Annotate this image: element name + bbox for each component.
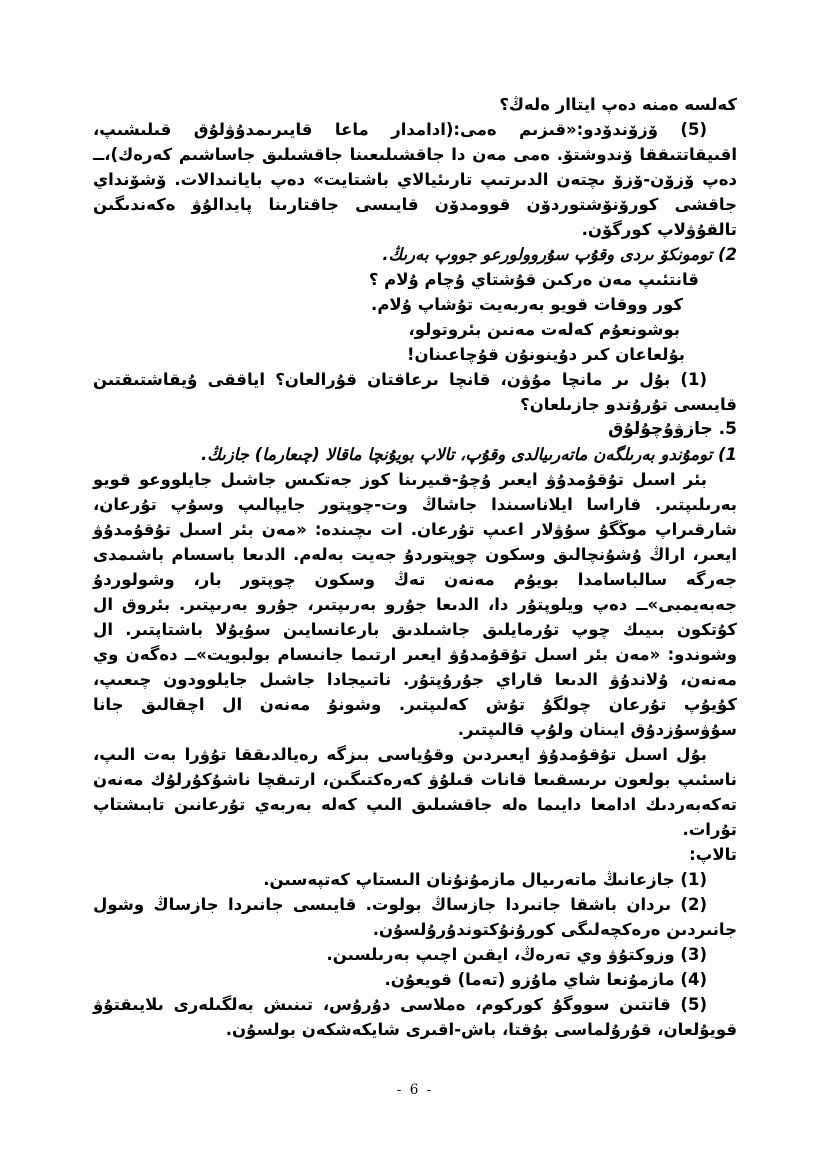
requirements-label: تالاپ:: [689, 845, 737, 864]
question1-paragraph: (1) بۇل ىر مانچا مۇۋن، قانچا ىرعاقتان قۇرالعان؟ اياققى ۇيقاشتىقتىن قايىسى تۇرۇندو جازىلعان؟: [93, 370, 737, 414]
requirement-item: (1) جازعانىڭ ماتەرىيال مازمۇنۇنان الىستاپ كەتپەسىن.: [263, 870, 707, 889]
exercise2-instruction: 2) تومونكۆ ىردى وقۇپ سۇروولورعو جووپ بەرىڭ.: [382, 245, 737, 264]
requirement-item: (5) قاتتىن سووگۇ كوركوم، ەملاسى دۇرۇس، تىنىش بەلگىلەرى ىلايىقتۇۋ قويۇلعان، قۇرۇلماسى بۇقتا، باش-اقىرى شايكەشكەن بولسۇن.: [93, 995, 737, 1039]
poem-line: بۇلعاعان كىر دۇينونۇن قۇچاعىنان!: [406, 345, 685, 364]
requirement-item: (3) وزوكتۇۋ وي تەرەڭ، ايقىن اچىپ بەرىلسىن.: [326, 945, 707, 964]
continuation-line: كەلسە ەمنە دەپ ايتاار ەلەڭ؟: [499, 95, 737, 114]
poem-line: بوشونعۇم كەلەت مەنىن بئروتولو،: [408, 320, 680, 339]
poem-line: قانتئىپ مەن ەركىن قۇشتاي ۇچام ۇلام ؟: [368, 270, 699, 289]
requirement-item: (4) مازمۇنعا شاي ماۇزو (تەما) قويعۇن.: [384, 970, 707, 989]
poem-block: [93, 267, 737, 367]
story-paragraph-2: بۇل اسىل تۇقۇمدۇۋ ايعىردىن وقۇياسى بىزگە رەيالدىققا تۇۋرا بەت الىپ، ناسئىپ بولعون ىرىسقىعا قانات قىلۇۋ كەرەكتىگىن، ارتىقچا ناشۇكۇرلۇك مەنەن تەكەبەردىك ادامعا دايىما ەلە جاقشىلىق الىپ كەلە بەربەي تۇرعانىن تابىشتاپ تۇرات.: [93, 745, 737, 839]
page-number: - 6 -: [396, 1082, 434, 1098]
requirement-item: (2) ىردان باشقا جانىردا جازساڭ بولوت. قايىسى جانىردا جازساڭ وشول جانىردىن ەرەكچەلىگى كورۇنۇكتوندۇرۇلسۇن.: [93, 895, 737, 939]
section-heading: 5. جازۋۇچۇلۇق: [608, 419, 737, 439]
exercise1-instruction: 1) تومۇندو بەرىلگەن ماتەرىيالدى وقۇپ، تالاپ بويۇنچا ماقالا (چىعارما) جازىڭ.: [201, 445, 737, 464]
story-paragraph-1: بئر اسىل تۇقۇمدۇۋ ايعىر ۇچۇ-قىيرىنا كوز جەتكىس جاشىل جايلووعو قويو بەرىلىپتىر. قاراسا ايلاناسىندا جاشاڭ وت-چوپتور جايپالىپ وسۇپ تۇرعان، شارقىراپ موڭگۇ سۇۋلار اعىپ تۇرعان. ات ىچىندە: «مەن بئر اسىل تۇقۇمدۇۋ ايعىر، اراڭ ۇشۇنچالىق وسكون چوپتوردۇ جەيت بەلەم. الدىعا باسسام باشىمدى جەرگە سالباسامدا بويۇم مەنەن تەڭ وسكون چوپتور بار، وشولوردۇ جەبەيمبى»ــ دەپ ويلوپتۇر دا، الدىعا جۇرو بەرىپتىر، جۇرو بەرىپتىر. بئروق ال كۇتكون بىيىك چوپ تۇرمايلىق جاشىلدىق بارعانسايىن سۇيۇلا باشتاپتىر. ال وشوندو: «مەن بئر اسىل تۇقۇمدۇۋ ايعىر ارتىما جانىسام بولبويت»ــ دەگەن وي مەنەن، ۇلاندۇۋ الدىعا قاراي جۇرۇپتۇر. ناتىيجادا جاشىل جايلوودون چىعىپ، كۇيۇپ تۇرعان چولگۇ تۇش كەلىپتىر. وشونۇ مەنەن ال اچقالىق جانا سۇۋسۇزدۇق ايىنان ولۇپ قالىپتىر.: [93, 470, 737, 739]
poem-line: كور ووقات قويو بەربەيت تۇشاپ ۇلام.: [371, 295, 683, 314]
item5-paragraph: (5) ۆزۆندۆدو:«قىزىم ەمى:(ادامدار ماعا قايىرىمدۇۋلۇق قىلىشىپ، اقىيقاتتىققا ۆندوشتۆ. ەمى مەن دا جاقشىلىعىنا جاقشىلىق جاساشىم كەرەك)،ــ دەپ ۆزۆن-ۆزۆ ىچتەن الدىرتىپ تارىئيالاي باشتايت» دەپ بايانىدالات. ۆشۆنداي جاقشى كورۆنۆشتوردۆن قوومدۆن قايىسى جاقتارىنا پايدالۇۋ ەكەندىگىن تالقۇۋلاپ كورگۆن.: [93, 120, 737, 239]
page-content: [93, 92, 737, 1042]
